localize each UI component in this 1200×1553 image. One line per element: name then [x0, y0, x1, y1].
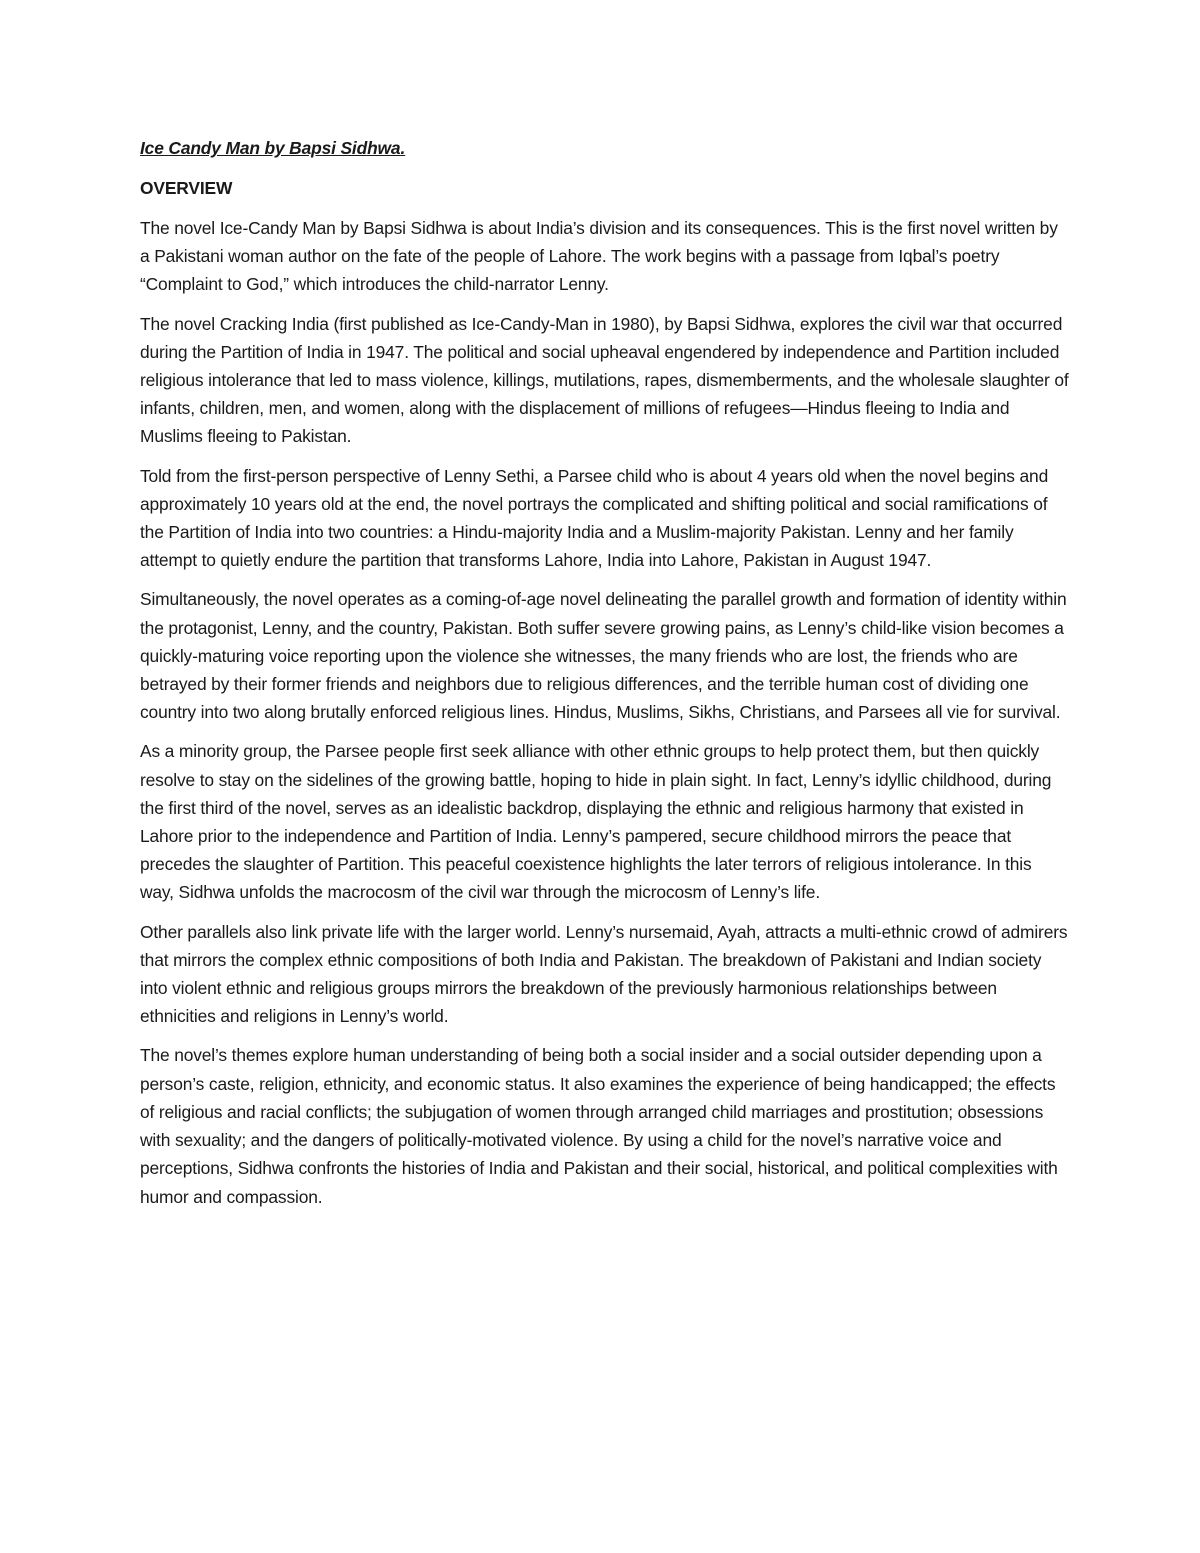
section-heading-overview: OVERVIEW: [140, 178, 233, 198]
paragraph-3: Told from the first-person perspective of Lenny Sethi, a Parsee child who is about 4 years old when the novel begins and approximately 10 years old at the end, the novel portrays the complicated and shifting political and social ramifications of the Partition of India into two countries: a Hindu-majority India and a Muslim-majority Pakistan. Lenny and her family attempt to quietly endure the partition that transforms Lahore, India into Lahore, Pakistan in August 1947.: [140, 465, 1049, 571]
document-page: [140, 134, 1070, 1222]
paragraph-5: As a minority group, the Parsee people first seek alliance with other ethnic groups to help protect them, but then quickly resolve to stay on the sidelines of the growing battle, hoping to hide in plain sight. In fact, Lenny’s idyllic childhood, during the first third of the novel, serves as an idealistic backdrop, displaying the ethnic and religious harmony that existed in Lahore prior to the independence and Partition of India. Lenny’s pampered, secure childhood mirrors the peace that precedes the slaughter of Partition. This peaceful coexistence highlights the later terrors of religious intolerance. In this way, Sidhwa unfolds the macrocosm of the civil war through the microcosm of Lenny’s life.: [140, 741, 1052, 903]
paragraph-7: The novel’s themes explore human understanding of being both a social insider and a social outsider depending upon a person’s caste, religion, ethnicity, and economic status. It also examines the experience of being handicapped; the effects of religious and racial conflicts; the subjugation of women through arranged child marriages and prostitution; obsessions with sexuality; and the dangers of politically-motivated violence. By using a child for the novel’s narrative voice and perceptions, Sidhwa confronts the histories of India and Pakistan and their social, historical, and political complexities with humor and compassion.: [140, 1045, 1058, 1207]
paragraph-4: Simultaneously, the novel operates as a coming-of-age novel delineating the parallel growth and formation of identity within the protagonist, Lenny, and the country, Pakistan. Both suffer severe growing pains, as Lenny’s child-like vision becomes a quickly-maturing voice reporting upon the violence she witnesses, the many friends who are lost, the friends who are betrayed by their former friends and neighbors due to religious differences, and the terrible human cost of dividing one country into two along brutally enforced religious lines. Hindus, Muslims, Sikhs, Christians, and Parsees all vie for survival.: [140, 589, 1067, 723]
paragraph-6: Other parallels also link private life with the larger world. Lenny’s nursemaid, Ayah, attracts a multi-ethnic crowd of admirers that mirrors the complex ethnic compositions of both India and Pakistan. The breakdown of Pakistani and Indian society into violent ethnic and religious groups mirrors the breakdown of the previously harmonious relationships between ethnicities and religions in Lenny’s world.: [140, 921, 1068, 1027]
paragraph-1: The novel Ice-Candy Man by Bapsi Sidhwa is about India’s division and its consequences. This is the first novel written by a Pakistani woman author on the fate of the people of Lahore. The work begins with a passage from Iqbal’s poetry “Complaint to God,” which introduces the child-narrator Lenny.: [140, 218, 1058, 295]
paragraph-2: The novel Cracking India (first published as Ice-Candy-Man in 1980), by Bapsi Sidhwa, explores the civil war that occurred during the Partition of India in 1947. The political and social upheaval engendered by independence and Partition included religious intolerance that led to mass violence, killings, mutilations, rapes, dismemberments, and the wholesale slaughter of infants, children, men, and women, along with the displacement of millions of refugees—Hindus fleeing to India and Muslims fleeing to Pakistan.: [140, 313, 1069, 447]
document-title: Ice Candy Man by Bapsi Sidhwa.: [140, 138, 406, 158]
